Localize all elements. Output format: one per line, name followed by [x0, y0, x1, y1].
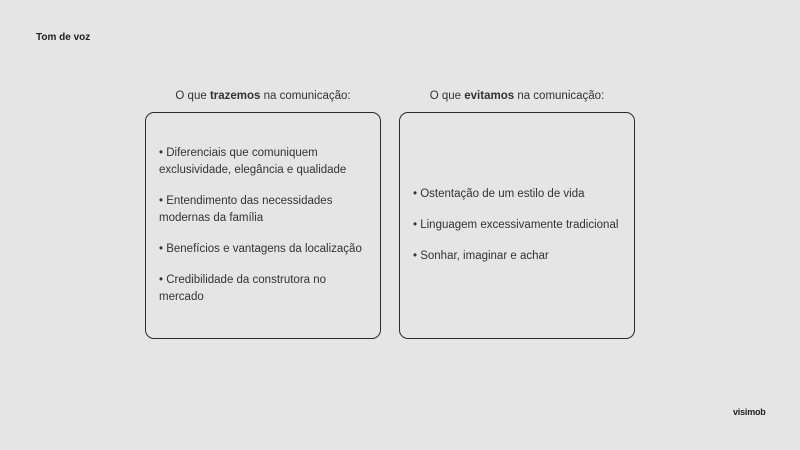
page-title: Tom de voz — [36, 32, 91, 43]
list-item: • Benefícios e vantagens da localização — [159, 243, 362, 255]
brand-logo: visimob — [733, 407, 766, 417]
heading-prefix: O que — [429, 90, 465, 102]
column-heading-trazemos — [145, 88, 381, 104]
column-heading-evitamos — [399, 88, 635, 104]
list-item: • Entendimento das necessidades modernas da família — [159, 195, 333, 224]
card-evitamos — [399, 112, 635, 339]
list-item: • Linguagem excessivamente tradicional — [413, 219, 619, 231]
list-item: • Ostentação de um estilo de vida — [413, 188, 585, 200]
heading-suffix: na comunicação: — [514, 90, 605, 102]
list-item: • Diferenciais que comuniquem exclusividade, elegância e qualidade — [159, 147, 347, 176]
heading-emphasis: trazemos — [209, 90, 261, 102]
card-trazemos — [145, 112, 381, 339]
list-item: • Sonhar, imaginar e achar — [413, 250, 549, 262]
column-evitamos — [399, 88, 635, 339]
column-trazemos — [145, 88, 381, 339]
heading-suffix: na comunicação: — [260, 90, 351, 102]
heading-prefix: O que — [175, 90, 210, 102]
list-item: • Credibilidade da construtora no mercado — [159, 274, 327, 303]
heading-emphasis: evitamos — [464, 90, 515, 102]
